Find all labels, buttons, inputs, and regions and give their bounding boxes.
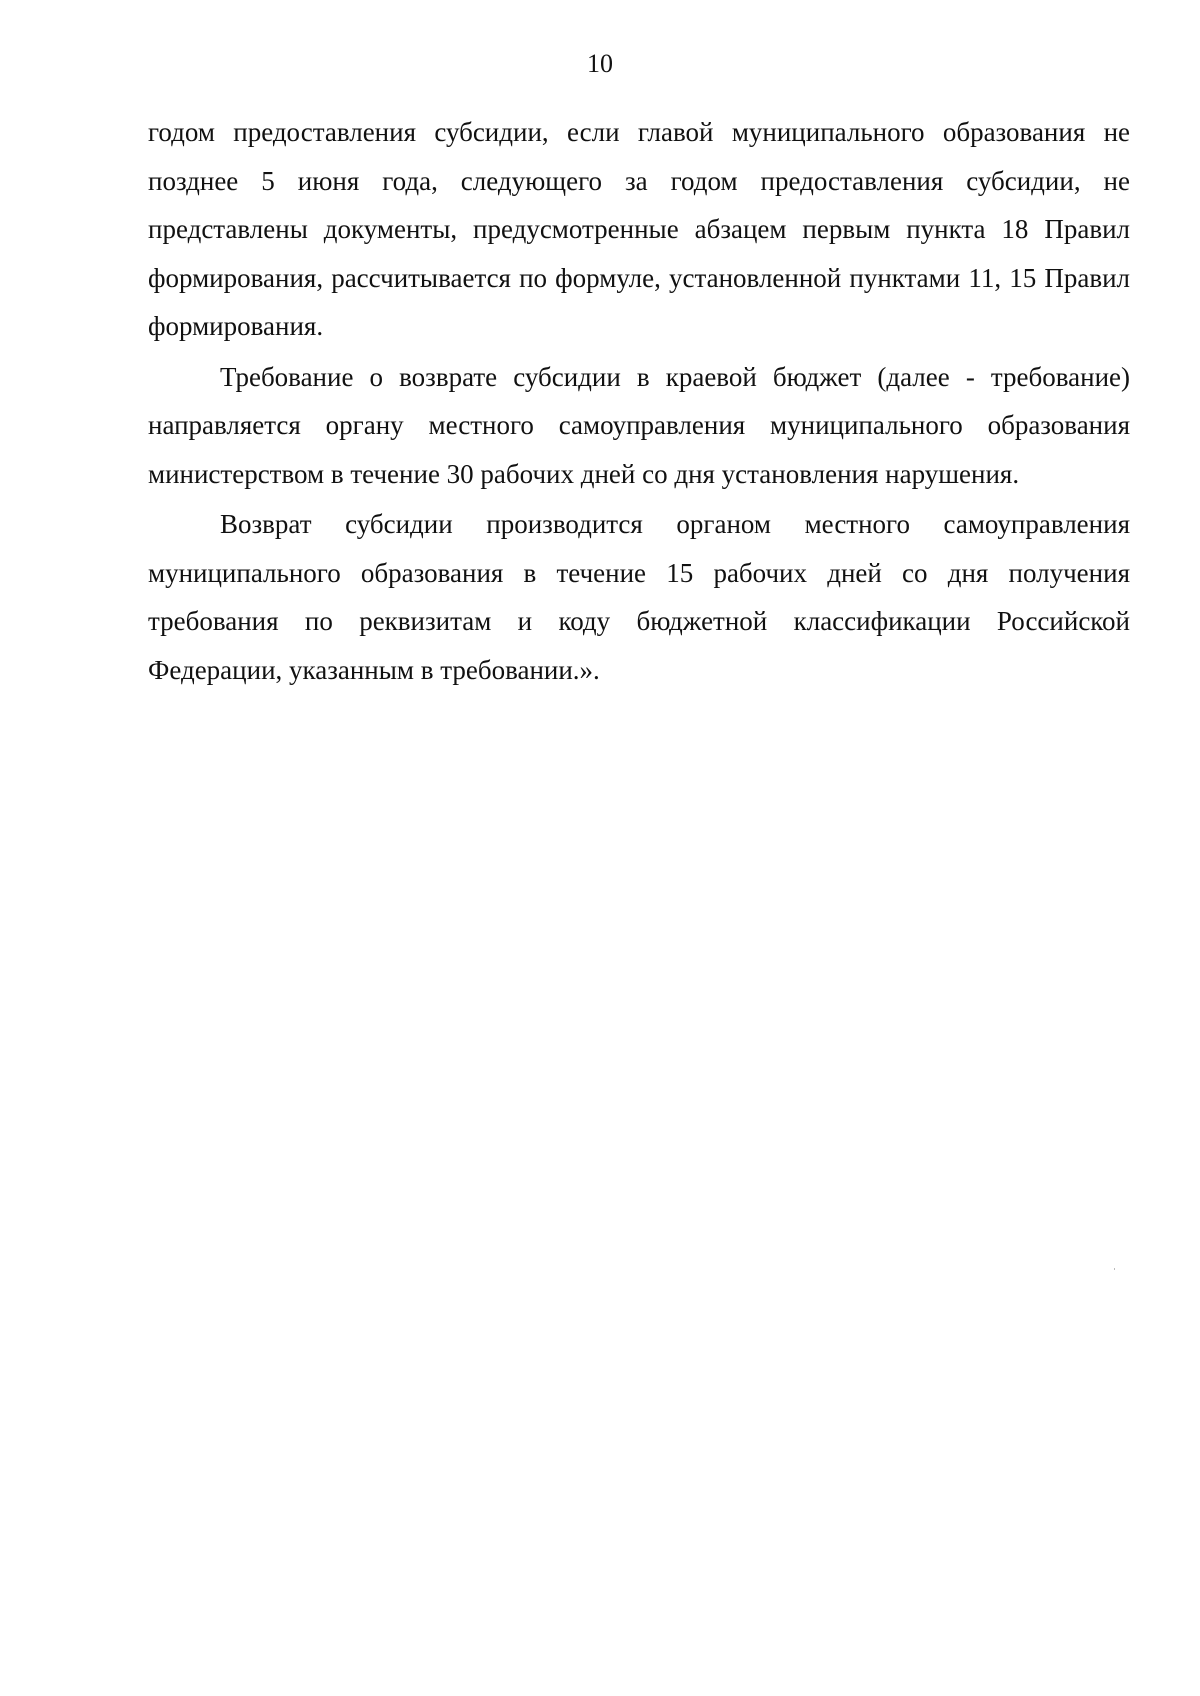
paragraph-1: годом предоставления субсидии, если главой муниципального образования не позднее 5 июня года, следующего за годом предоставления субсидии, не представлены документы, предусмотренные абзацем первым пункта 18 Правил формирования, рассчитывается по формуле, установленной пунктами 11, 15 Правил формирования.	[148, 117, 1130, 341]
page-number: 10	[587, 49, 613, 78]
document-body	[148, 108, 1130, 694]
paragraph-3: Возврат субсидии производится органом местного самоуправления муниципального образования в течение 15 рабочих дней со дня получения требования по реквизитам и коду бюджетной классификации Российской Федерации, указанным в требовании.».	[148, 509, 1130, 685]
paragraph-2: Требование о возврате субсидии в краевой бюджет (далее - требование) направляется органу местного самоуправления муниципального образования министерством в течение 30 рабочих дней со дня установления нарушения.	[148, 361, 1130, 489]
scan-speck	[1114, 1268, 1115, 1270]
